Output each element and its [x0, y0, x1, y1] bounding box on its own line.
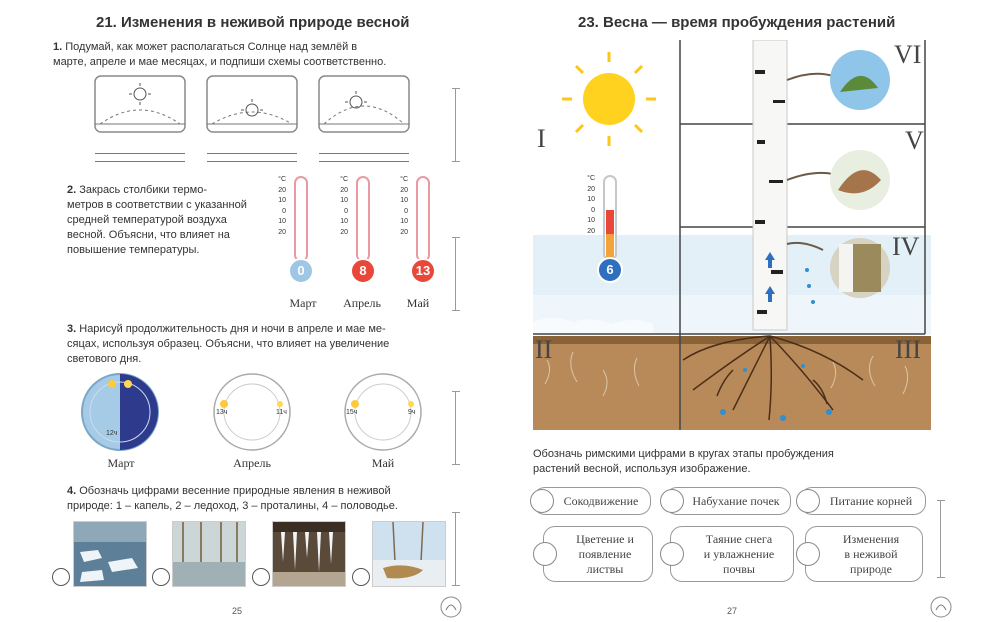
answer-circle[interactable] [52, 568, 70, 586]
instruction-line-1: Обозначь римскими цифрами в кругах этапы пробуждения [533, 448, 834, 460]
scale-label: 10 [340, 197, 348, 204]
stage-box-inanimate-changes[interactable] [805, 526, 923, 582]
task-1-line-2: марте, апреле и мае месяцах, и подпиши схемы соответственно. [53, 56, 387, 68]
task-4-line-2: природе: 1 – капель, 2 – ледоход, 3 – проталины, 4 – половодье. [67, 500, 398, 512]
task-3-number: 3. [67, 323, 77, 335]
thermometer-value: 0 [297, 263, 305, 278]
scale-label: 10 [587, 217, 595, 224]
task-3-line-3: светового дня. [67, 353, 142, 365]
margin-bracket [455, 391, 456, 465]
stage-answer-circle[interactable] [533, 542, 557, 566]
task-1-line-1: Подумай, как может располагаться Солнце над землёй в [65, 41, 358, 53]
publisher-logo-icon [440, 596, 462, 618]
roman-numeral-1: I [537, 124, 546, 153]
scale-label: °C [587, 175, 595, 182]
answer-circle[interactable] [152, 568, 170, 586]
task-2-number: 2. [67, 184, 77, 196]
stage-box-snow-melting[interactable] [670, 526, 794, 582]
stage-answer-circle[interactable] [530, 489, 554, 513]
instruction-line-2: растений весной, используя изображение. [533, 463, 751, 475]
scale-label: °C [340, 176, 348, 183]
answer-circle[interactable] [252, 568, 270, 586]
scale-label: 20 [340, 186, 348, 194]
dial-may-night-hours: 9ч [408, 409, 416, 416]
dial-label-march: Март [107, 456, 135, 470]
left-page-number: 25 [232, 606, 243, 616]
roman-numeral-3: III [895, 335, 921, 364]
label-may: Май [406, 296, 430, 310]
answer-circle[interactable] [352, 568, 370, 586]
answer-line[interactable] [95, 161, 185, 162]
task-2-line-2: метров в соответствии с указанной [67, 199, 247, 211]
stage-label-line: Цветение и [576, 531, 634, 546]
task-4-text [67, 484, 457, 514]
stage-label: Набухание почек [692, 493, 780, 508]
margin-bracket [455, 237, 456, 311]
scale-label: 20 [400, 228, 408, 236]
scale-label: 10 [278, 197, 286, 204]
thermometer-value: 13 [415, 263, 431, 278]
thermometer-value: 8 [359, 263, 367, 278]
scheme-2 [207, 76, 297, 132]
scale-label: 20 [587, 227, 595, 235]
task-2-line-5: повышение температуры. [67, 244, 200, 256]
dial-march [80, 372, 172, 452]
roman-numeral-6: VI [894, 40, 922, 69]
dial-label-april: Апрель [233, 456, 271, 470]
stage-answer-circle[interactable] [660, 542, 684, 566]
dial-may-day-hours: 15ч [346, 409, 358, 416]
scale-label: 0 [344, 207, 348, 215]
scale-label: 10 [587, 196, 595, 203]
stage-label-line: Таяние снега [705, 531, 773, 546]
task-2-line-3: средней температурой воздуха [67, 214, 227, 226]
task-3-line-2: сяцах, используя образец. Объясни, что влияет на увеличение [67, 338, 390, 350]
instruction-text [533, 447, 933, 477]
scale-label: 20 [278, 186, 286, 194]
scheme-1 [95, 76, 185, 132]
scale-label: 0 [404, 207, 408, 215]
margin-bracket [455, 512, 456, 586]
answer-line[interactable] [207, 161, 297, 162]
scale-label: 0 [591, 206, 595, 214]
stage-label-line: листвы [586, 561, 624, 576]
task-2-text [67, 183, 267, 258]
scale-label: 10 [278, 218, 286, 225]
stage-label: Питание корней [829, 493, 913, 508]
publisher-logo-icon [930, 596, 952, 618]
answer-line[interactable] [207, 153, 297, 154]
dial-march-night-hours: 12ч [106, 430, 118, 437]
margin-bracket [455, 88, 456, 162]
scale-label: 20 [400, 186, 408, 194]
scale-label: 20 [278, 228, 286, 236]
answer-line[interactable] [319, 161, 409, 162]
roman-numeral-5: V [905, 126, 924, 155]
label-march: Март [289, 296, 317, 310]
stage-answer-circle[interactable] [660, 489, 684, 513]
stage-answer-circle[interactable] [796, 489, 820, 513]
photo-icicles [272, 521, 346, 587]
stage-label-line: природе [850, 561, 892, 576]
scale-label: 10 [400, 197, 408, 204]
photo-thawed-patches [372, 521, 446, 587]
label-april: Апрель [343, 296, 381, 310]
margin-bracket [940, 500, 941, 578]
left-page-title: 21. Изменения в неживой природе весной [96, 14, 410, 31]
scale-label: 10 [340, 218, 348, 225]
scale-label: °C [278, 176, 286, 183]
task-1-number: 1. [53, 41, 63, 53]
stage-label-line: Изменения [842, 531, 900, 546]
task-3-line-1: Нарисуй продолжительность дня и ночи в апреле и мае ме- [79, 323, 386, 335]
scale-label: 20 [587, 185, 595, 193]
scale-label: 0 [282, 207, 286, 215]
scale-label: 20 [340, 228, 348, 236]
answer-line[interactable] [95, 153, 185, 154]
stage-label-line: почвы [723, 561, 755, 576]
photo-ice-drift [73, 521, 147, 587]
task-2-line-4: весной. Объясни, что влияет на [67, 229, 230, 241]
right-page-title: 23. Весна — время пробуждения растений [578, 14, 896, 31]
task-4-number: 4. [67, 485, 77, 497]
thermometer-value: 6 [606, 262, 614, 277]
task-4-line-1: Обозначь цифрами весенние природные явления в неживой [79, 485, 391, 497]
stage-label-line: в неживой [844, 546, 898, 561]
scale-label: 10 [400, 218, 408, 225]
task-2-line-1: Закрась столбики термо- [79, 184, 208, 196]
dial-april-day-hours: 13ч [216, 409, 228, 416]
stage-label: Сокодвижение [563, 493, 639, 508]
stage-label-line: и увлажнение [703, 546, 775, 561]
dial-label-may: Май [371, 456, 395, 470]
stage-label-line: появление [578, 546, 632, 561]
answer-line[interactable] [319, 153, 409, 154]
scheme-3 [319, 76, 409, 132]
scale-label: °C [400, 176, 408, 183]
roman-numeral-4: IV [892, 232, 920, 261]
task-3-text [67, 322, 452, 367]
stage-answer-circle[interactable] [796, 542, 820, 566]
dial-april-night-hours: 11ч [276, 409, 287, 416]
right-page-number: 27 [727, 606, 738, 616]
task-1-text [53, 40, 448, 70]
roman-numeral-2: II [535, 335, 553, 364]
photo-flood-trees [172, 521, 246, 587]
stage-box-flowering[interactable] [543, 526, 653, 582]
sun-schemes [92, 74, 412, 170]
